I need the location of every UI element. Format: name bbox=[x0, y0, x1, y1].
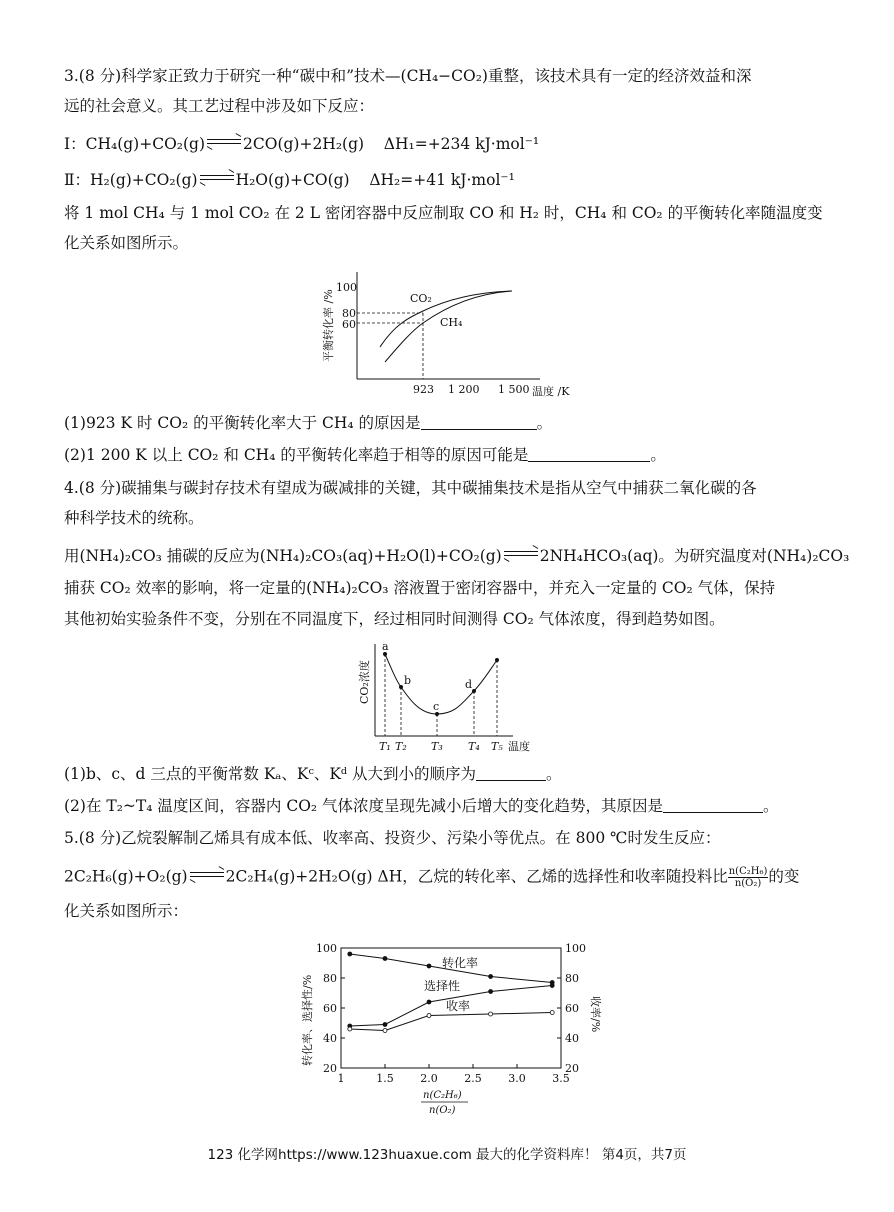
chart3-series-point bbox=[550, 984, 554, 988]
frac-numerator: n(C₂H₆) bbox=[728, 866, 768, 877]
q4-sub1-text: (1)b、c、d 三点的平衡常数 Kₐ、Kᶜ、Kᵈ 从大到小的顺序为 bbox=[64, 765, 477, 783]
chart3-series-point bbox=[348, 1027, 352, 1031]
frac-denominator: n(O₂) bbox=[734, 878, 762, 889]
q5-line2 bbox=[64, 866, 834, 889]
ratio-fraction bbox=[728, 866, 769, 889]
q4-line3 bbox=[64, 546, 850, 566]
equilibrium-arrow-icon bbox=[200, 173, 234, 183]
chart3-ytick-right-label: 20 bbox=[565, 1062, 579, 1075]
rxn2-left: Ⅱ：H₂(g)+CO₂(g) bbox=[64, 171, 198, 189]
chart1-xlabel: 温度 /K bbox=[532, 385, 570, 398]
chart-ethane-cracking bbox=[296, 938, 616, 1118]
q4-line3-right: 2NH₄HCO₃(aq)。为研究温度对(NH₄)₂CO₃ bbox=[539, 547, 850, 565]
chart2-point-e bbox=[495, 658, 499, 662]
chart3-ytick-right-label: 40 bbox=[565, 1032, 579, 1045]
rxn2-dh: ΔH₂=+41 kJ·mol⁻¹ bbox=[369, 171, 515, 189]
page-footer: 123 化学网https://www.123huaxue.com 最大的化学资料库！ 第4页，共7页 bbox=[207, 1147, 687, 1163]
chart1-ytick-100: 100 bbox=[336, 281, 357, 294]
q3-sub2-text: (2)1 200 K 以上 CO₂ 和 CH₄ 的平衡转化率趋于相等的原因可能是 bbox=[64, 446, 529, 464]
chart3-ylabel-left: 转化率、选择性/% bbox=[301, 974, 314, 1066]
equilibrium-arrow-icon bbox=[207, 137, 241, 147]
chart3-xtick-label: 2.5 bbox=[464, 1072, 482, 1085]
chart3-ytick-right-label: 60 bbox=[565, 1002, 579, 1015]
chart3-xtick-label: 1 bbox=[337, 1072, 345, 1085]
chart3-xtick-label: 2.0 bbox=[420, 1072, 438, 1085]
chart2-xtick-t2: T₂ bbox=[395, 740, 407, 753]
chart3-xlabel-den: n(O₂) bbox=[429, 1105, 456, 1116]
q3-sub1 bbox=[64, 413, 834, 433]
q3-line6: 化关系如图所示。 bbox=[64, 234, 189, 252]
chart3-ytick-left-label: 40 bbox=[323, 1032, 337, 1045]
rxn2-right: H₂O(g)+CO(g) bbox=[235, 171, 350, 189]
chart3-series-point bbox=[550, 1011, 554, 1015]
rxn1-dh: ΔH₁=+234 kJ·mol⁻¹ bbox=[383, 135, 540, 153]
chart-co2-concentration-vs-temperature bbox=[348, 640, 548, 758]
q3-reaction-2 bbox=[64, 170, 834, 190]
chart2-label-b: b bbox=[404, 674, 412, 687]
answer-blank[interactable] bbox=[663, 798, 763, 813]
q3-line2: 远的社会意义。其工艺过程中涉及如下反应： bbox=[64, 97, 375, 115]
answer-blank[interactable] bbox=[421, 415, 537, 430]
chart1-ytick-60: 60 bbox=[342, 318, 356, 331]
q5-line2-right: 2C₂H₄(g)+2H₂O(g) ΔH，乙烷的转化率、乙烯的选择性和收率随投料比 bbox=[225, 867, 728, 886]
chart2-curve bbox=[385, 654, 497, 714]
equilibrium-arrow-icon bbox=[504, 549, 538, 559]
answer-blank[interactable] bbox=[528, 447, 650, 462]
chart2-point-b bbox=[399, 685, 403, 689]
chart1-label-ch4: CH₄ bbox=[440, 316, 463, 329]
chart3-series-point bbox=[427, 964, 431, 968]
chart3-series-line bbox=[350, 1013, 552, 1031]
chart3-series-point bbox=[348, 952, 352, 956]
chart3-series-point bbox=[383, 1029, 387, 1033]
chart3-xtick-label: 3.0 bbox=[508, 1072, 526, 1085]
chart-conversion-vs-temperature bbox=[310, 262, 590, 402]
chart1-ylabel: 平衡转化率 /% bbox=[322, 289, 335, 362]
chart2-xtick-t4: T₄ bbox=[468, 740, 480, 753]
chart2-xtick-t1: T₁ bbox=[379, 740, 391, 753]
chart3-label-conversion: 转化率 bbox=[442, 956, 479, 970]
chart3-ytick-right-label: 80 bbox=[565, 972, 579, 985]
q4-sub1 bbox=[64, 764, 834, 784]
q4-line3-left: 用(NH₄)₂CO₃ 捕碳的反应为(NH₄)₂CO₃(aq)+H₂O(l)+CO₂(g) bbox=[64, 547, 502, 565]
chart3-series-point bbox=[383, 1023, 387, 1027]
q4-line4: 捕获 CO₂ 效率的影响，将一定量的(NH₄)₂CO₃ 溶液置于密闭容器中，并充入一定量的 CO₂ 气体，保持 bbox=[64, 579, 776, 597]
equilibrium-arrow-icon bbox=[190, 870, 224, 880]
chart2-ylabel: CO₂浓度 bbox=[358, 660, 371, 704]
q4-sub1-end: 。 bbox=[546, 765, 562, 783]
chart3-series-point bbox=[489, 975, 493, 979]
chart3-ytick-left-label: 20 bbox=[323, 1062, 337, 1075]
rxn1-left: Ⅰ：CH₄(g)+CO₂(g) bbox=[64, 135, 206, 153]
chart3-ytick-left-label: 80 bbox=[323, 972, 337, 985]
chart3-xlabel-num: n(C₂H₆) bbox=[423, 1090, 462, 1101]
q4-sub2-end: 。 bbox=[763, 797, 779, 815]
chart1-xtick-923: 923 bbox=[413, 383, 434, 396]
chart3-label-yield: 收率 bbox=[446, 999, 471, 1013]
chart3-xtick-label: 3.5 bbox=[552, 1072, 570, 1085]
q3-sub2-end: 。 bbox=[650, 446, 666, 464]
chart2-xtick-t3: T₃ bbox=[431, 740, 443, 753]
q4-sub2 bbox=[64, 796, 834, 816]
q3-line1: 3.(8 分)科学家正致力于研究一种“碳中和”技术—(CH₄−CO₂)重整，该技术具有一定的经济效益和深 bbox=[64, 67, 752, 85]
chart2-label-c: c bbox=[433, 700, 440, 713]
chart3-label-selectivity: 选择性 bbox=[424, 979, 461, 993]
rxn1-right: 2CO(g)+2H₂(g) bbox=[243, 135, 365, 153]
chart1-label-co2: CO₂ bbox=[410, 292, 432, 305]
chart1-xtick-1500: 1 500 bbox=[498, 383, 530, 396]
q3-sub1-end: 。 bbox=[536, 414, 553, 432]
q5-line2-end: 的变 bbox=[768, 867, 800, 886]
chart1-ytick-80: 80 bbox=[342, 307, 356, 320]
q3-sub2 bbox=[64, 445, 834, 465]
q5-line2-left: 2C₂H₆(g)+O₂(g) bbox=[64, 867, 188, 886]
chart3-series-point bbox=[427, 1014, 431, 1018]
answer-blank[interactable] bbox=[476, 766, 546, 781]
chart3-series-point bbox=[489, 990, 493, 994]
chart3-series-point bbox=[383, 957, 387, 961]
chart3-ytick-left-label: 60 bbox=[323, 1002, 337, 1015]
chart2-xlabel: 温度 bbox=[508, 740, 530, 753]
chart2-label-d: d bbox=[465, 678, 473, 691]
q4-line1: 4.(8 分)碳捕集与碳封存技术有望成为碳减排的关键，其中碳捕集技术是指从空气中捕获二氧化碳的各 bbox=[64, 479, 757, 497]
q4-sub2-text: (2)在 T₂~T₄ 温度区间，容器内 CO₂ 气体浓度呈现先减小后增大的变化趋势，其原因是 bbox=[64, 797, 664, 815]
chart3-series-point bbox=[427, 1000, 431, 1004]
q3-line5: 将 1 mol CH₄ 与 1 mol CO₂ 在 2 L 密闭容器中反应制取 CO 和 H₂ 时，CH₄ 和 CO₂ 的平衡转化率随温度变 bbox=[64, 204, 823, 222]
q3-reaction-1 bbox=[64, 134, 834, 154]
chart3-ytick-left-label: 100 bbox=[316, 942, 337, 955]
chart1-xtick-1200: 1 200 bbox=[448, 383, 480, 396]
q5-line3: 化关系如图所示： bbox=[64, 902, 189, 920]
chart2-label-a: a bbox=[382, 640, 389, 653]
chart3-ylabel-right: 收率/% bbox=[589, 996, 602, 1033]
chart3-series-point bbox=[489, 1012, 493, 1016]
chart2-point-d bbox=[472, 689, 476, 693]
chart3-ytick-right-label: 100 bbox=[565, 942, 586, 955]
q4-line2: 种科学技术的统称。 bbox=[64, 509, 204, 527]
q3-sub1-text: (1)923 K 时 CO₂ 的平衡转化率大于 CH₄ 的原因是 bbox=[64, 414, 421, 432]
chart3-xtick-label: 1.5 bbox=[376, 1072, 394, 1085]
chart2-xtick-t5: T₅ bbox=[491, 740, 503, 753]
q5-line1: 5.(8 分)乙烷裂解制乙烯具有成本低、收率高、投资少、污染小等优点。在 800 ℃时发生反应： bbox=[64, 829, 721, 847]
q4-line5: 其他初始实验条件不变，分别在不同温度下，经过相同时间测得 CO₂ 气体浓度，得到趋势如图。 bbox=[64, 610, 725, 628]
